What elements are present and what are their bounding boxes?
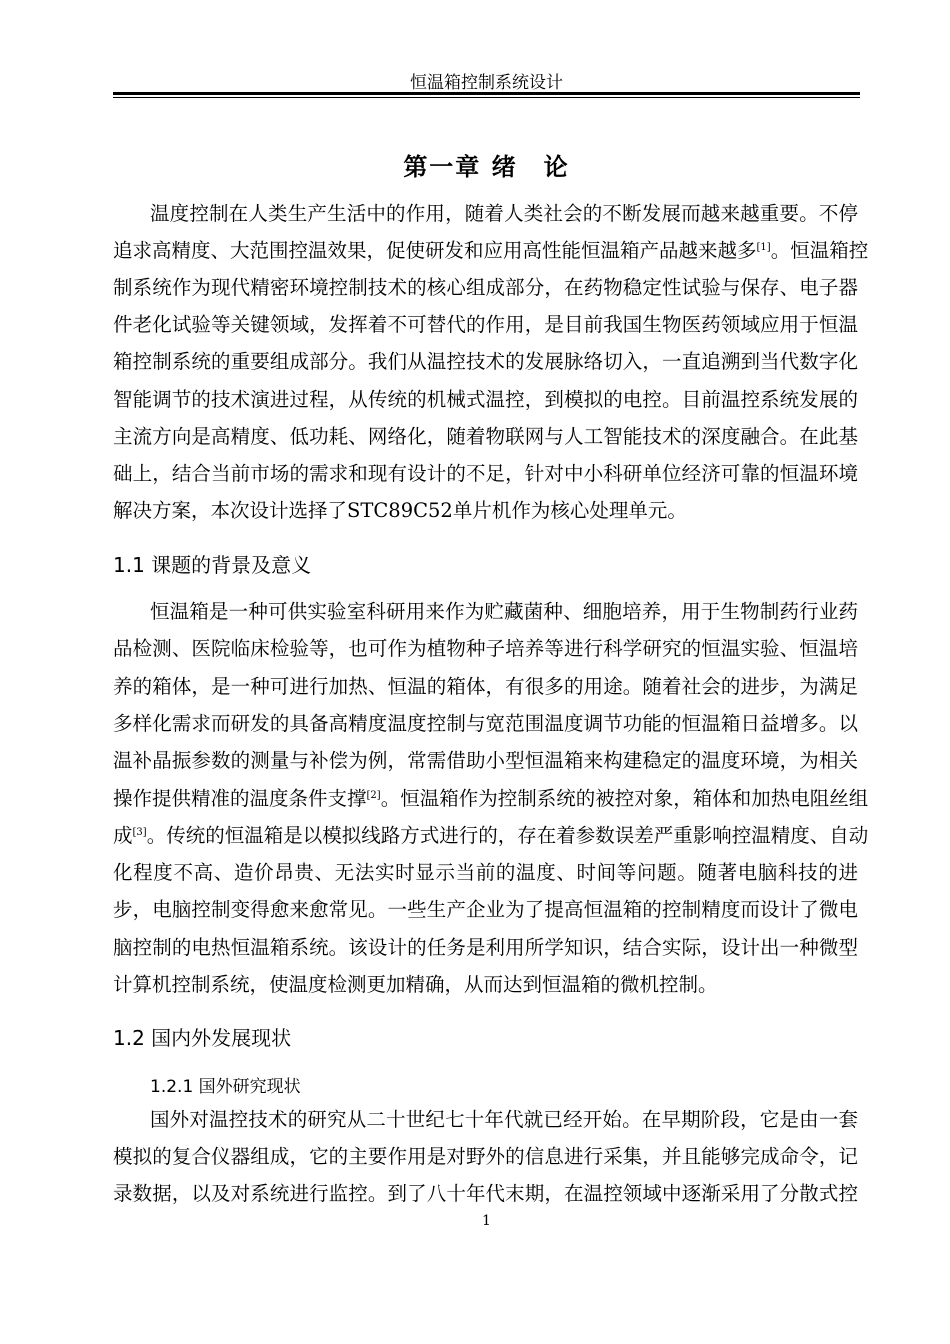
text-line: 养的箱体，是一种可进行加热、恒温的箱体，有很多的用途。随着社会的进步，为满足 <box>113 674 858 698</box>
text-line: 脑控制的电热恒温箱系统。该设计的任务是利用所学知识，结合实际，设计出一种微型 <box>113 935 858 959</box>
text-line <box>113 786 869 812</box>
text-line: 温度控制在人类生产生活中的作用，随着人类社会的不断发展而越来越重要。不停 <box>150 202 858 225</box>
text-line: 箱控制系统的重要组成部分。我们从温控技术的发展脉络切入，一直追溯到当代数字化 <box>113 350 858 374</box>
text-line: 恒温箱是一种可供实验室科研用来作为贮藏菌种、细胞培养，用于生物制药行业药 <box>150 600 858 623</box>
text-line: 智能调节的技术演进过程，从传统的机械式温控，到模拟的电控。目前温控系统发展的 <box>113 387 858 411</box>
text-line: 件老化试验等关键领域，发挥着不可替代的作用，是目前我国生物医药领域应用于恒温 <box>113 313 858 337</box>
header-rule-thin <box>113 97 860 98</box>
text-line: 解决方案，本次设计选择了STC89C52单片机作为核心处理单元。 <box>113 498 687 522</box>
header-rule-thick <box>113 92 860 95</box>
text-segment: 操作提供精准的温度条件支撑 <box>113 786 367 810</box>
running-header: 恒温箱控制系统设计 <box>410 73 563 93</box>
text-segment: 追求高精度、大范围控温效果，促使研发和应用高性能恒温箱产品越来越多 <box>113 239 757 263</box>
citation-ref: [2] <box>366 789 381 801</box>
text-segment: 。恒温箱控 <box>770 239 869 263</box>
section-heading-1-1: 1.1 课题的背景及意义 <box>113 553 312 577</box>
text-line: 温补晶振参数的测量与补偿为例，常需借助小型恒温箱来构建稳定的温度环境，为相关 <box>113 749 858 773</box>
text-line: 多样化需求而研发的具备高精度温度控制与宽范围温度调节功能的恒温箱日益增多。以 <box>113 711 858 735</box>
text-segment: 成 <box>113 823 133 847</box>
chapter-title: 第一章 绪 论 <box>403 153 570 181</box>
text-line: 主流方向是高精度、低功耗、网络化，随着物联网与人工智能技术的深度融合。在此基 <box>113 424 858 448</box>
text-line <box>113 238 869 264</box>
citation-ref: [1] <box>756 242 771 254</box>
text-line: 步，电脑控制变得愈来愈常见。一些生产企业为了提高恒温箱的控制精度而设计了微电 <box>113 898 858 922</box>
text-line: 础上，结合当前市场的需求和现有设计的不足，针对中小科研单位经济可靠的恒温环境 <box>113 461 858 485</box>
page-number: 1 <box>482 1213 491 1229</box>
text-segment: 。传统的恒温箱是以模拟线路方式进行的，存在着参数误差严重影响控温精度、自动 <box>146 823 869 847</box>
section-heading-1-2-1: 1.2.1 国外研究现状 <box>150 1077 301 1097</box>
text-segment: 。恒温箱作为控制系统的被控对象，箱体和加热电阻丝组 <box>380 786 869 810</box>
citation-ref: [3] <box>132 826 147 838</box>
text-line: 化程度不高、造价昂贵、无法实时显示当前的温度、时间等问题。随著电脑科技的进 <box>113 861 858 885</box>
text-line <box>113 823 869 849</box>
text-line: 品检测、医院临床检验等，也可作为植物种子培养等进行科学研究的恒温实验、恒温培 <box>113 637 858 661</box>
text-line: 计算机控制系统，使温度检测更加精确，从而达到恒温箱的微机控制。 <box>113 973 718 996</box>
section-heading-1-2: 1.2 国内外发展现状 <box>113 1026 292 1050</box>
text-line: 模拟的复合仪器组成，它的主要作用是对野外的信息进行采集，并且能够完成命令，记 <box>113 1145 858 1168</box>
text-line: 录数据，以及对系统进行监控。到了八十年代末期，在温控领域中逐渐采用了分散式控 <box>113 1182 858 1205</box>
text-line: 制系统作为现代精密环境控制技术的核心组成部分，在药物稳定性试验与保存、电子器 <box>113 276 858 300</box>
text-line: 国外对温控技术的研究从二十世纪七十年代就已经开始。在早期阶段，它是由一套 <box>150 1108 858 1131</box>
